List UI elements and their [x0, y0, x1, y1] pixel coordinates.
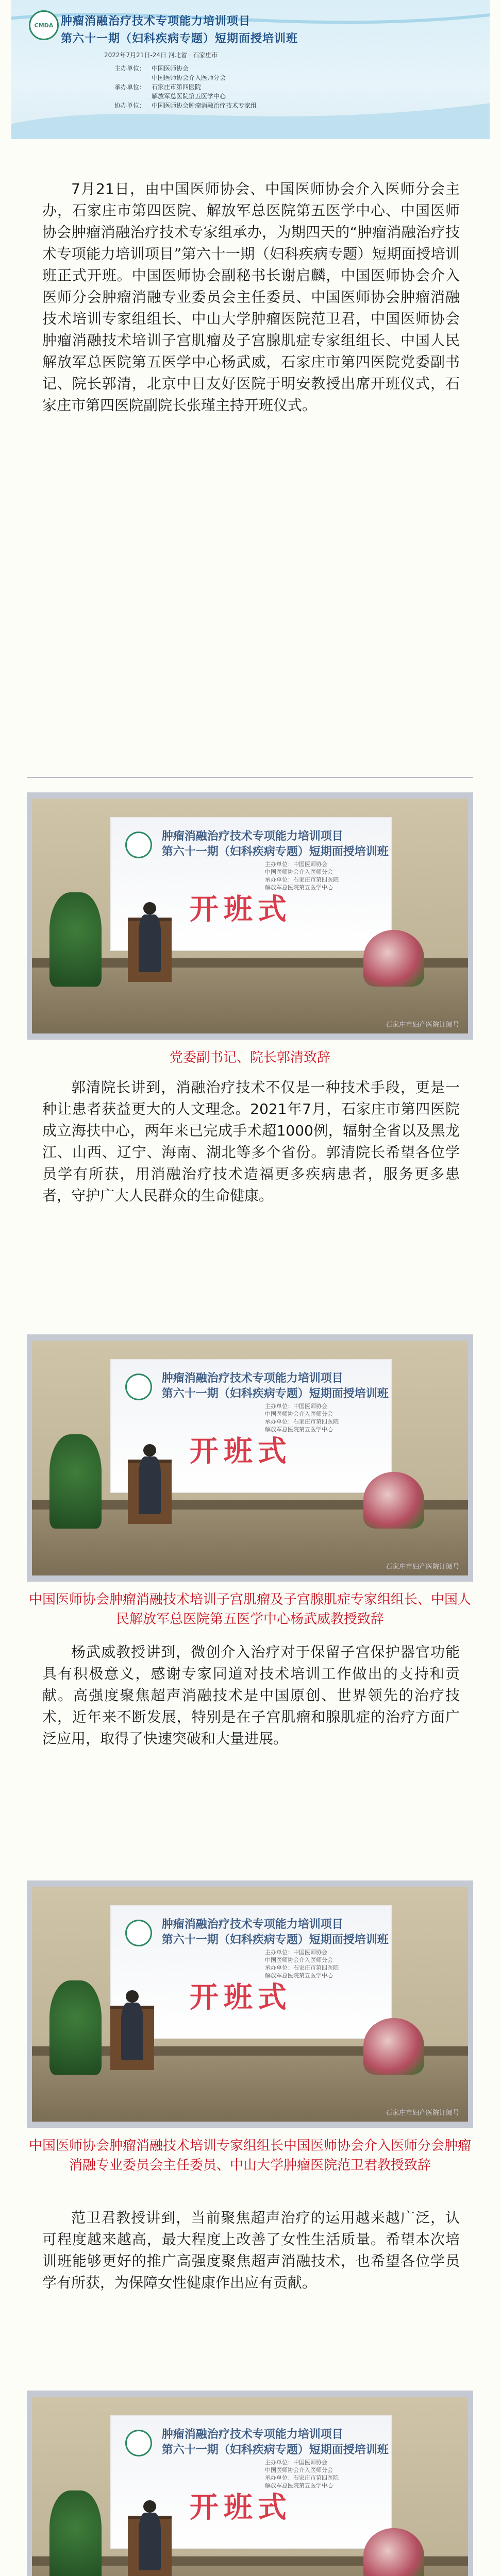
speaker-figure: [139, 1444, 160, 1515]
event-photo: [32, 1341, 468, 1575]
screen-title: 肿瘤消融治疗技术专项能力培训项目 第六十一期（妇科疾病专题）短期面授培训班: [161, 2428, 389, 2456]
screen-title: 肿瘤消融治疗技术专项能力培训项目 第六十一期（妇科疾病专题）短期面授培训班: [161, 1918, 389, 1946]
photo-frame: [27, 2391, 473, 2576]
plant-decoration: [49, 892, 102, 986]
screen-opening-text: 开班式: [189, 2491, 292, 2525]
flower-decoration: [363, 2018, 424, 2074]
plant-decoration: [49, 1434, 102, 1528]
photo-caption: 中国医师协会肿瘤消融技术培训专家组组长中国医师协会介入医师分会肿瘤消融专业委员会主任委员、中山大学肿瘤医院范卫君教授致辞: [28, 2138, 471, 2173]
screen-opening-text: 开班式: [189, 893, 292, 927]
event-photo: [32, 2397, 468, 2576]
photo-frame: [27, 1334, 473, 1582]
speech-paragraph: 杨武威教授讲到，微创介入治疗对于保留子宫保护器官功能具有积极意义，感谢专家同道对技术培训工作做出的支持和贡献。高强度聚焦超声消融技术是中国原创、世界领先的治疗技术，近年来不断发展，特别是在子宫肌瘤和腺肌症的治疗方面广泛应用，取得了快速突破和大量进展。: [42, 1643, 460, 1747]
banner-organizers: [114, 64, 257, 110]
cmda-logo: CMDA: [29, 10, 59, 40]
screen-title: 肿瘤消融治疗技术专项能力培训项目 第六十一期（妇科疾病专题）短期面授培训班: [161, 1371, 389, 1400]
speaker-figure: [139, 902, 160, 973]
screen-organizer-list: 主办单位：中国医师协会 中国医师协会介入医师分会 承办单位：石家庄市第四医院 解放军总医院第五医学中心: [265, 1403, 339, 1433]
speech-paragraph: 范卫君教授讲到，当前聚焦超声治疗的运用越来越广泛，认可程度越来越高，最大程度上改善了女性生活质量。希望本次培训班能够更好的推广高强度聚焦超声消融技术，也希望各位学员学有所获，为保障女性健康作出应有贡献。: [42, 2209, 460, 2291]
screen-logo-icon: [125, 1920, 152, 1946]
banner-title-line1: 肿瘤消融治疗技术专项能力培训项目: [61, 15, 251, 28]
photo-watermark: 石家庄市妇产医院订阅号: [386, 1021, 460, 1029]
screen-logo-icon: [125, 2430, 152, 2456]
event-photo: [32, 799, 468, 1033]
photo-caption: 中国医师协会肿瘤消融技术培训子宫肌瘤及子宫腺肌症专家组组长、中国人民解放军总医院第五医学中心杨武威教授致辞: [28, 1592, 471, 1627]
section-divider: [27, 777, 473, 778]
intro-paragraph: 7月21日，由中国医师协会、中国医师协会介入医师分会主办，石家庄市第四医院、解放军总医院第五医学中心、中国医师协会肿瘤消融治疗技术专家组承办，为期四天的“肿瘤消融治疗技术专项能力培训项目”第六十一期（妇科疾病专题）短期面授培训班正式开班。中国医师协会副秘书长谢启麟，中国医师协会介入医师分会肿瘤消融专业委员会主任委员、中国医师协会肿瘤消融技术培训专家组组长、中山大学肿瘤医院范卫君，中国医师协会肿瘤消融技术培训子宫肌瘤及子宫腺肌症专家组组长、中国人民解放军总医院第五医学中心杨武威，石家庄市第四医院党委副书记、院长郭清，北京中日友好医院于明安教授出席开班仪式，石家庄市第四医院副院长张瑾主持开班仪式。: [42, 180, 460, 414]
speech-paragraph: 郭清院长讲到，消融治疗技术不仅是一种技术手段，更是一种让患者获益更大的人文理念。2021年7月，石家庄市第四医院成立海扶中心，两年来已完成手术超1000例，辐射全省以及黑龙江、山西、辽宁、海南、湖北等多个省份。郭清院长希望各位学员学有所获，用消融治疗技术造福更多疾病患者，服务更多患者，守护广大人民群众的生命健康。: [42, 1079, 460, 1204]
screen-logo-icon: [125, 1374, 152, 1400]
screen-title: 肿瘤消融治疗技术专项能力培训项目 第六十一期（妇科疾病专题）短期面授培训班: [161, 829, 389, 858]
organizer-row: 承办单位： 石家庄市第四医院: [114, 83, 202, 91]
photo-watermark: 石家庄市妇产医院订阅号: [386, 2109, 460, 2117]
organizer-row: 主办单位： 中国医师协会: [114, 65, 189, 72]
plant-decoration: [49, 1980, 102, 2074]
screen-organizer-list: 主办单位：中国医师协会 中国医师协会介入医师分会 承办单位：石家庄市第四医院 解放军总医院第五医学中心: [265, 861, 339, 891]
organizer-row: 协办单位： 中国医师协会肿瘤消融治疗技术专家组: [114, 102, 257, 109]
event-photo: [32, 1887, 468, 2122]
photo-frame: [27, 1880, 473, 2128]
photo-caption: 党委副书记、院长郭清致辞: [169, 1050, 330, 1065]
banner-date: 2022年7月21日-24日 河北省 · 石家庄市: [104, 52, 218, 59]
flower-decoration: [363, 1472, 424, 1528]
speaker-figure: [139, 2500, 160, 2571]
flower-decoration: [363, 930, 424, 986]
organizer-row: 中国医师协会介入医师分会: [152, 74, 226, 81]
screen-logo-icon: [125, 832, 152, 858]
screen-opening-text: 开班式: [189, 1981, 292, 2015]
screen-opening-text: 开班式: [189, 1435, 292, 1469]
speaker-figure: [121, 1990, 143, 2061]
organizer-row: 解放军总医院第五医学中心: [152, 93, 226, 100]
plant-decoration: [49, 2490, 102, 2576]
banner-title-line2: 第六十一期（妇科疾病专题）短期面授培训班: [61, 32, 298, 45]
photo-frame: [27, 792, 473, 1040]
header-banner: [11, 0, 490, 139]
screen-organizer-list: 主办单位：中国医师协会 中国医师协会介入医师分会 承办单位：石家庄市第四医院 解放军总医院第五医学中心: [265, 2459, 339, 2489]
screen-organizer-list: 主办单位：中国医师协会 中国医师协会介入医师分会 承办单位：石家庄市第四医院 解放军总医院第五医学中心: [265, 1949, 339, 1979]
photo-watermark: 石家庄市妇产医院订阅号: [386, 1563, 460, 1571]
